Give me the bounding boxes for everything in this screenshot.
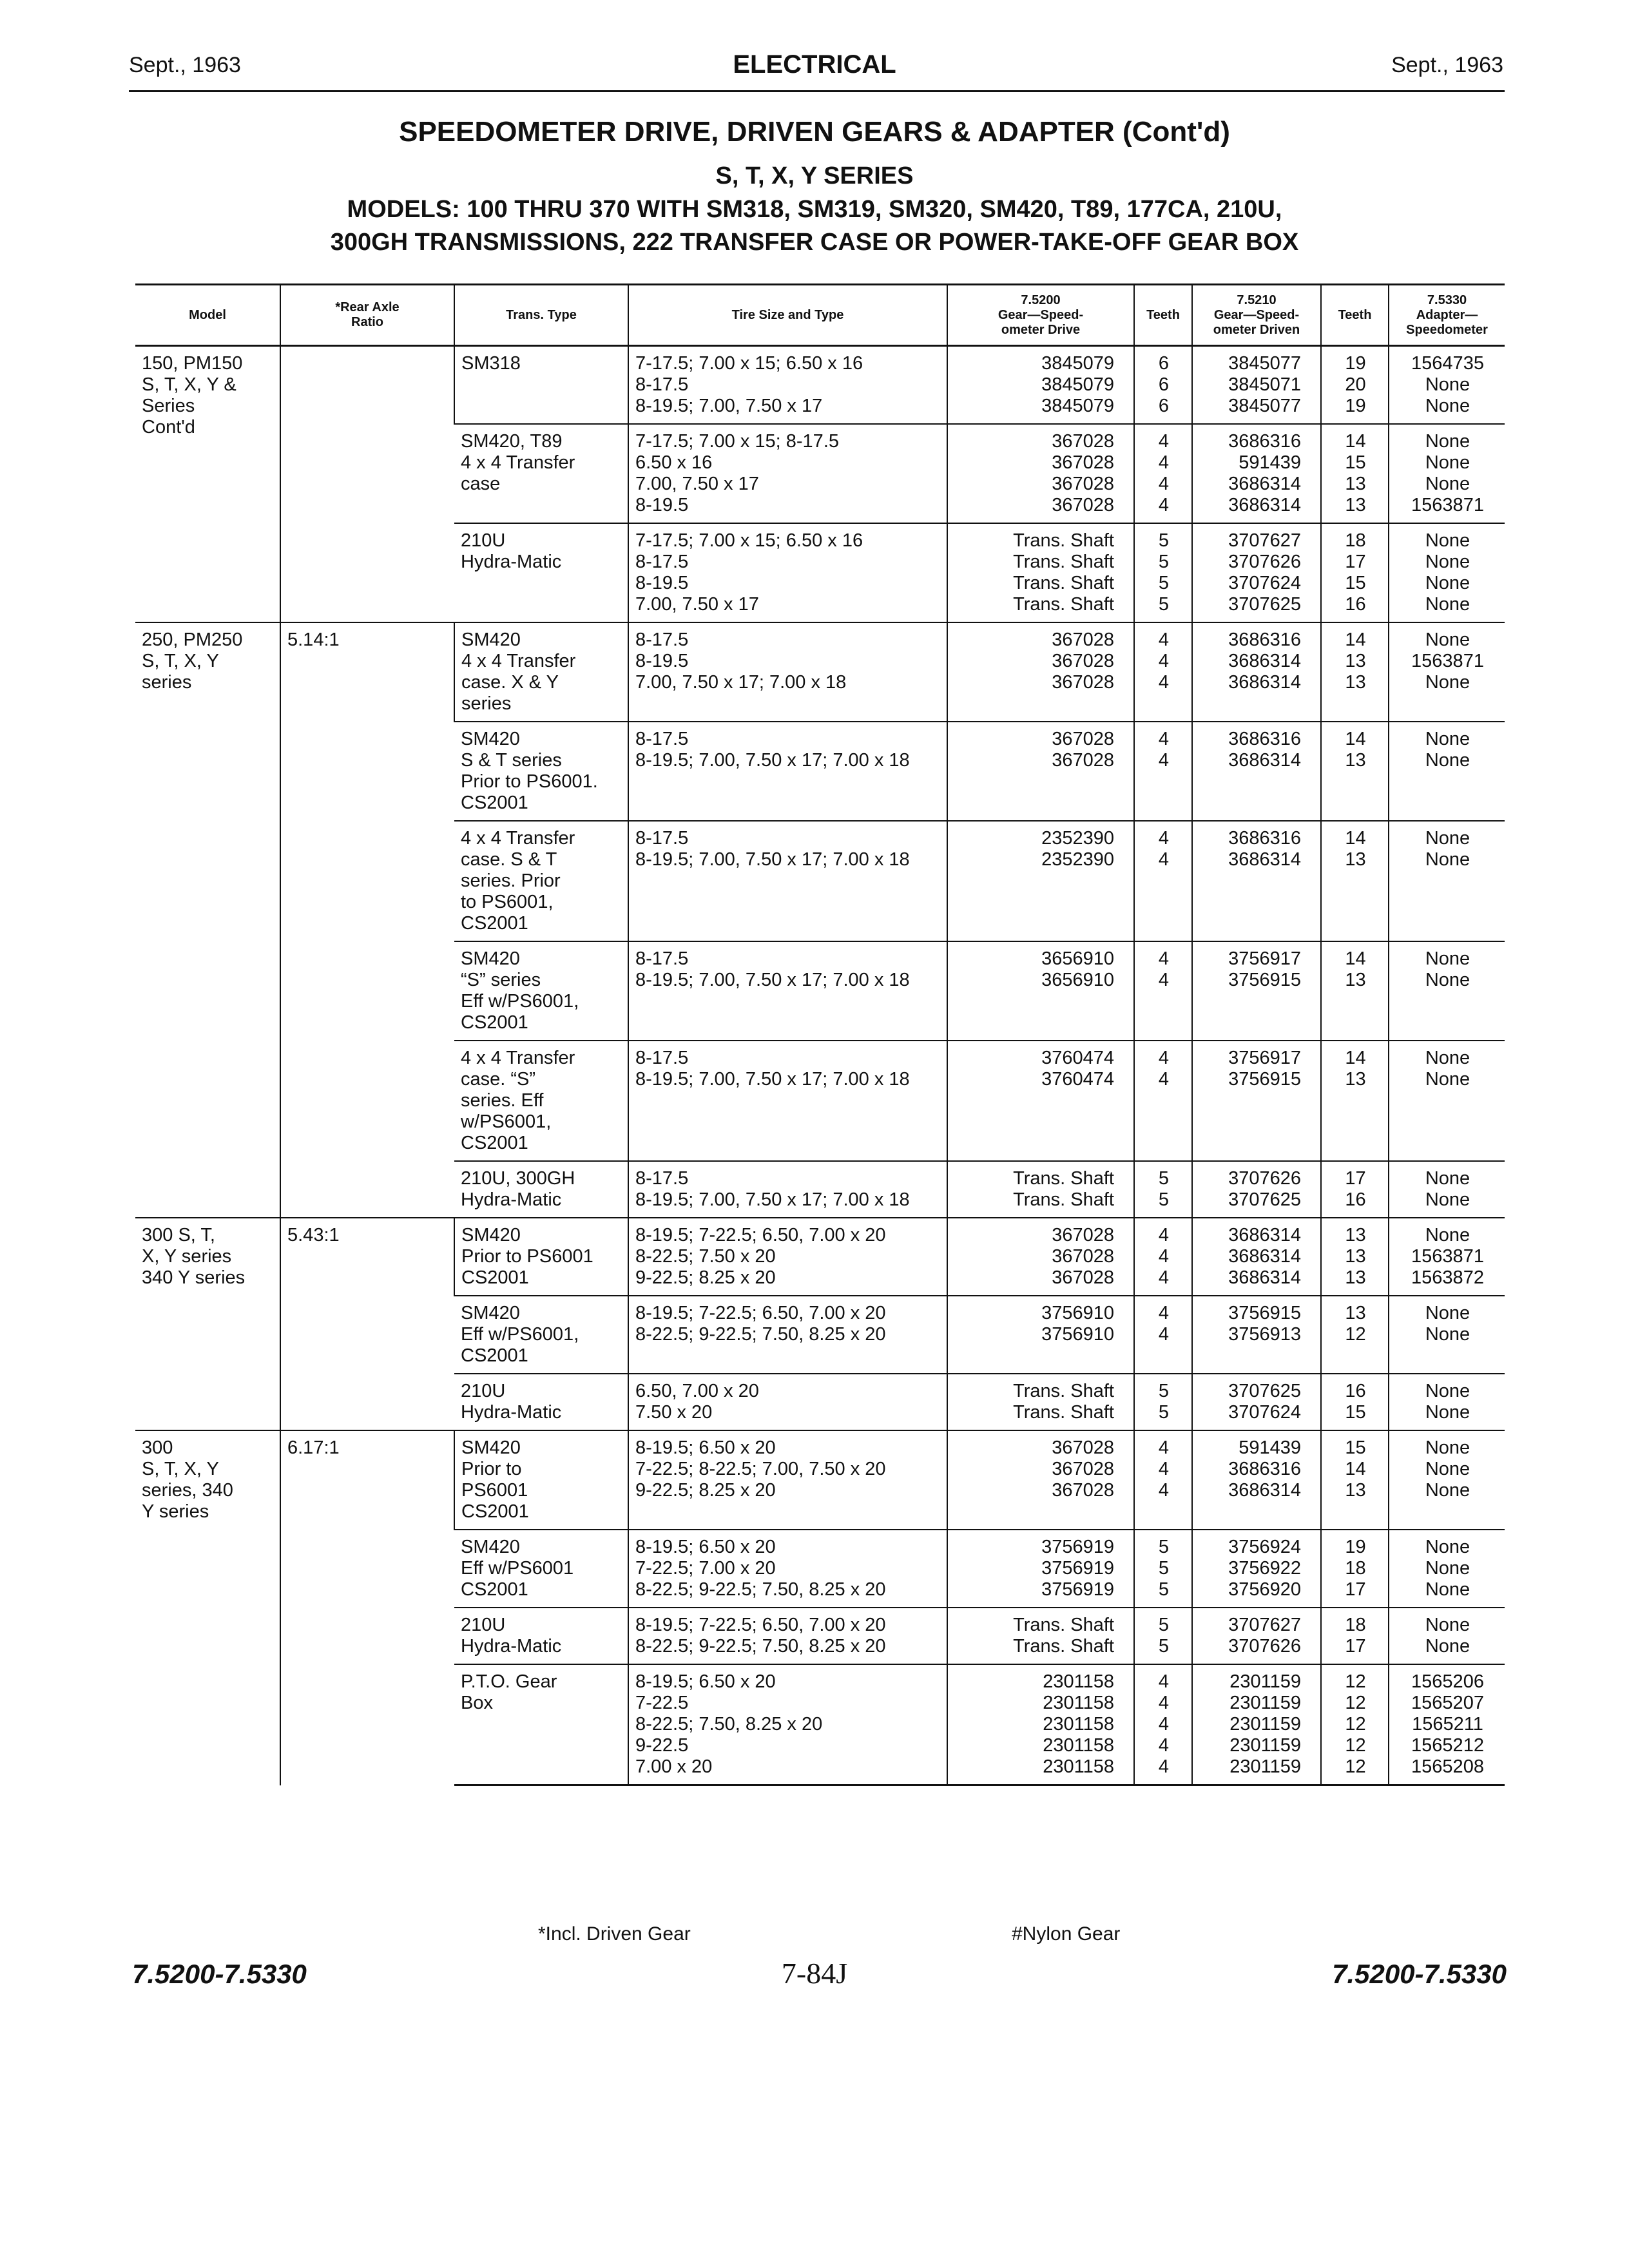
- driven-gear-cell: 3686316 3686314 3686314: [1192, 622, 1321, 722]
- tire-size-cell: 8-19.5; 7-22.5; 6.50, 7.00 x 20 8-22.5; 9-22.5; 7.50, 8.25 x 20: [628, 1296, 947, 1374]
- tire-size-cell: 8-19.5; 7-22.5; 6.50, 7.00 x 20 8-22.5; 9-22.5; 7.50, 8.25 x 20: [628, 1608, 947, 1664]
- driven-gear-cell: 3686314 3686314 3686314: [1192, 1218, 1321, 1296]
- drive-teeth-cell: 6 6 6: [1134, 346, 1192, 425]
- drive-gear-cell: 367028 367028: [947, 722, 1134, 821]
- driven-teeth-cell: 13 12: [1321, 1296, 1389, 1374]
- driven-teeth-cell: 14 15 13 13: [1321, 424, 1389, 523]
- table-header-row: [135, 285, 1505, 346]
- trans-type-cell: SM420 Eff w/PS6001, CS2001: [454, 1296, 628, 1374]
- adapter-cell: None None None: [1389, 1530, 1505, 1608]
- adapter-cell: None None None: [1389, 1430, 1505, 1530]
- driven-teeth-cell: 19 20 19: [1321, 346, 1389, 425]
- adapter-cell: None None: [1389, 821, 1505, 941]
- col-header-model: Model: [135, 285, 280, 346]
- col-header-drive-teeth: Teeth: [1134, 285, 1192, 346]
- driven-teeth-cell: 14 13 13: [1321, 622, 1389, 722]
- drive-gear-cell: 2301158 2301158 2301158 2301158 2301158: [947, 1664, 1134, 1785]
- driven-teeth-cell: 17 16: [1321, 1161, 1389, 1218]
- axle-ratio-cell: 5.43:1: [280, 1218, 454, 1430]
- tire-size-cell: 8-17.5 8-19.5; 7.00, 7.50 x 17; 7.00 x 18: [628, 1041, 947, 1161]
- driven-teeth-cell: 14 13: [1321, 941, 1389, 1041]
- table-row: [135, 1430, 1505, 1530]
- driven-teeth-cell: 14 13: [1321, 821, 1389, 941]
- driven-gear-cell: 3756917 3756915: [1192, 941, 1321, 1041]
- driven-gear-cell: 3845077 3845071 3845077: [1192, 346, 1321, 425]
- adapter-cell: None None: [1389, 1608, 1505, 1664]
- driven-gear-cell: 591439 3686316 3686314: [1192, 1430, 1321, 1530]
- adapter-cell: None None None None: [1389, 523, 1505, 622]
- driven-gear-cell: 3707626 3707625: [1192, 1161, 1321, 1218]
- col-header-axle-ratio: *Rear Axle Ratio: [280, 285, 454, 346]
- trans-type-cell: SM420 Prior to PS6001 CS2001: [454, 1218, 628, 1296]
- drive-gear-cell: 367028 367028 367028: [947, 1218, 1134, 1296]
- driven-teeth-cell: 19 18 17: [1321, 1530, 1389, 1608]
- driven-gear-cell: 3686316 591439 3686314 3686314: [1192, 424, 1321, 523]
- tire-size-cell: 8-17.5 8-19.5; 7.00, 7.50 x 17; 7.00 x 18: [628, 722, 947, 821]
- page-subtitle-models-1: MODELS: 100 THRU 370 WITH SM318, SM319, SM320, SM420, T89, 177CA, 210U,: [347, 196, 1282, 223]
- drive-teeth-cell: 4 4 4: [1134, 1218, 1192, 1296]
- trans-type-cell: SM420, T89 4 x 4 Transfer case: [454, 424, 628, 523]
- driven-gear-cell: 3756915 3756913: [1192, 1296, 1321, 1374]
- trans-type-cell: SM318: [454, 346, 628, 425]
- footer-section-range-right: 7.5200-7.5330: [1332, 1959, 1507, 1989]
- adapter-cell: None None: [1389, 1161, 1505, 1218]
- drive-teeth-cell: 4 4 4: [1134, 622, 1192, 722]
- driven-teeth-cell: 15 14 13: [1321, 1430, 1389, 1530]
- tire-size-cell: 8-17.5 8-19.5; 7.00, 7.50 x 17; 7.00 x 18: [628, 821, 947, 941]
- adapter-cell: None None None 1563871: [1389, 424, 1505, 523]
- drive-gear-cell: Trans. Shaft Trans. Shaft: [947, 1608, 1134, 1664]
- table-row: [135, 346, 1505, 425]
- tire-size-cell: 8-19.5; 6.50 x 20 7-22.5; 8-22.5; 7.00, 7.50 x 20 9-22.5; 8.25 x 20: [628, 1430, 947, 1530]
- trans-type-cell: 210U, 300GH Hydra-Matic: [454, 1161, 628, 1218]
- adapter-cell: None 1563871 None: [1389, 622, 1505, 722]
- drive-teeth-cell: 4 4: [1134, 1296, 1192, 1374]
- parts-table-wrapper: [135, 284, 1505, 1786]
- page-subtitle-series: S, T, X, Y SERIES: [715, 162, 914, 189]
- tire-size-cell: 6.50, 7.00 x 20 7.50 x 20: [628, 1374, 947, 1430]
- tire-size-cell: 8-19.5; 7-22.5; 6.50, 7.00 x 20 8-22.5; 7.50 x 20 9-22.5; 8.25 x 20: [628, 1218, 947, 1296]
- col-header-driven-gear: 7.5210 Gear—Speed- ometer Driven: [1192, 285, 1321, 346]
- driven-teeth-cell: 14 13: [1321, 1041, 1389, 1161]
- drive-teeth-cell: 5 5 5: [1134, 1530, 1192, 1608]
- trans-type-cell: SM420 4 x 4 Transfer case. X & Y series: [454, 622, 628, 722]
- header-section-title: ELECTRICAL: [733, 50, 896, 79]
- drive-gear-cell: 367028 367028 367028 367028: [947, 424, 1134, 523]
- col-header-adapter: 7.5330 Adapter— Speedometer: [1389, 285, 1505, 346]
- adapter-cell: None None: [1389, 941, 1505, 1041]
- table-row: [135, 1218, 1505, 1296]
- table-row: [135, 622, 1505, 722]
- tire-size-cell: 7-17.5; 7.00 x 15; 8-17.5 6.50 x 16 7.00, 7.50 x 17 8-19.5: [628, 424, 947, 523]
- header-date-left: Sept., 1963: [129, 53, 241, 77]
- trans-type-cell: 210U Hydra-Matic: [454, 523, 628, 622]
- adapter-cell: None 1563871 1563872: [1389, 1218, 1505, 1296]
- trans-type-cell: 4 x 4 Transfer case. S & T series. Prior to PS6001, CS2001: [454, 821, 628, 941]
- tire-size-cell: 8-17.5 8-19.5; 7.00, 7.50 x 17; 7.00 x 18: [628, 941, 947, 1041]
- drive-gear-cell: 3756919 3756919 3756919: [947, 1530, 1134, 1608]
- drive-gear-cell: 3656910 3656910: [947, 941, 1134, 1041]
- driven-gear-cell: 3707627 3707626: [1192, 1608, 1321, 1664]
- trans-type-cell: SM420 Prior to PS6001 CS2001: [454, 1430, 628, 1530]
- drive-gear-cell: 3845079 3845079 3845079: [947, 346, 1134, 425]
- col-header-trans-type: Trans. Type: [454, 285, 628, 346]
- drive-teeth-cell: 4 4 4 4 4: [1134, 1664, 1192, 1785]
- drive-teeth-cell: 5 5: [1134, 1161, 1192, 1218]
- driven-gear-cell: 3686316 3686314: [1192, 722, 1321, 821]
- drive-gear-cell: 3760474 3760474: [947, 1041, 1134, 1161]
- speedometer-gear-table: [135, 284, 1505, 1786]
- model-cell: 250, PM250 S, T, X, Y series: [135, 622, 280, 1218]
- drive-teeth-cell: 4 4: [1134, 1041, 1192, 1161]
- tire-size-cell: 7-17.5; 7.00 x 15; 6.50 x 16 8-17.5 8-19.5; 7.00, 7.50 x 17: [628, 346, 947, 425]
- tire-size-cell: 7-17.5; 7.00 x 15; 6.50 x 16 8-17.5 8-19.5 7.00, 7.50 x 17: [628, 523, 947, 622]
- drive-teeth-cell: 4 4 4 4: [1134, 424, 1192, 523]
- drive-teeth-cell: 4 4: [1134, 722, 1192, 821]
- driven-teeth-cell: 12 12 12 12 12: [1321, 1664, 1389, 1785]
- footer-page-number: 7-84J: [781, 1957, 848, 1990]
- driven-teeth-cell: 18 17: [1321, 1608, 1389, 1664]
- drive-gear-cell: Trans. Shaft Trans. Shaft: [947, 1374, 1134, 1430]
- driven-gear-cell: 2301159 2301159 2301159 2301159 2301159: [1192, 1664, 1321, 1785]
- driven-gear-cell: 3756917 3756915: [1192, 1041, 1321, 1161]
- page-subtitle-models-2: 300GH TRANSMISSIONS, 222 TRANSFER CASE OR POWER-TAKE-OFF GEAR BOX: [330, 229, 1299, 256]
- trans-type-cell: 210U Hydra-Matic: [454, 1374, 628, 1430]
- axle-ratio-cell: 5.14:1: [280, 622, 454, 1218]
- driven-gear-cell: 3707625 3707624: [1192, 1374, 1321, 1430]
- model-cell: 150, PM150 S, T, X, Y & Series Cont'd: [135, 346, 280, 623]
- driven-gear-cell: 3707627 3707626 3707624 3707625: [1192, 523, 1321, 622]
- driven-teeth-cell: 18 17 15 16: [1321, 523, 1389, 622]
- drive-gear-cell: 367028 367028 367028: [947, 622, 1134, 722]
- footnote-driven-gear: *Incl. Driven Gear: [538, 1923, 691, 1945]
- drive-teeth-cell: 4 4: [1134, 941, 1192, 1041]
- drive-teeth-cell: 4 4 4: [1134, 1430, 1192, 1530]
- col-header-tire-size: Tire Size and Type: [628, 285, 947, 346]
- adapter-cell: None None: [1389, 722, 1505, 821]
- tire-size-cell: 8-19.5; 6.50 x 20 7-22.5 8-22.5; 7.50, 8.25 x 20 9-22.5 7.00 x 20: [628, 1664, 947, 1785]
- model-cell: 300 S, T, X, Y series, 340 Y series: [135, 1430, 280, 1785]
- drive-gear-cell: Trans. Shaft Trans. Shaft Trans. Shaft Trans. Shaft: [947, 523, 1134, 622]
- model-cell: 300 S, T, X, Y series 340 Y series: [135, 1218, 280, 1430]
- adapter-cell: None None: [1389, 1041, 1505, 1161]
- footnote-nylon-gear: #Nylon Gear: [1012, 1923, 1121, 1945]
- trans-type-cell: SM420 Eff w/PS6001 CS2001: [454, 1530, 628, 1608]
- header-date-right: Sept., 1963: [1391, 53, 1503, 77]
- tire-size-cell: 8-17.5 8-19.5; 7.00, 7.50 x 17; 7.00 x 18: [628, 1161, 947, 1218]
- tire-size-cell: 8-17.5 8-19.5 7.00, 7.50 x 17; 7.00 x 18: [628, 622, 947, 722]
- trans-type-cell: P.T.O. Gear Box: [454, 1664, 628, 1785]
- tire-size-cell: 8-19.5; 6.50 x 20 7-22.5; 7.00 x 20 8-22.5; 9-22.5; 7.50, 8.25 x 20: [628, 1530, 947, 1608]
- drive-gear-cell: Trans. Shaft Trans. Shaft: [947, 1161, 1134, 1218]
- driven-gear-cell: 3756924 3756922 3756920: [1192, 1530, 1321, 1608]
- adapter-cell: None None: [1389, 1374, 1505, 1430]
- drive-teeth-cell: 5 5: [1134, 1608, 1192, 1664]
- driven-teeth-cell: 14 13: [1321, 722, 1389, 821]
- trans-type-cell: 210U Hydra-Matic: [454, 1608, 628, 1664]
- footer-section-range-left: 7.5200-7.5330: [132, 1959, 307, 1989]
- drive-teeth-cell: 5 5: [1134, 1374, 1192, 1430]
- driven-teeth-cell: 13 13 13: [1321, 1218, 1389, 1296]
- trans-type-cell: SM420 “S” series Eff w/PS6001, CS2001: [454, 941, 628, 1041]
- drive-teeth-cell: 4 4: [1134, 821, 1192, 941]
- driven-teeth-cell: 16 15: [1321, 1374, 1389, 1430]
- drive-gear-cell: 367028 367028 367028: [947, 1430, 1134, 1530]
- page-title: SPEEDOMETER DRIVE, DRIVEN GEARS & ADAPTER (Cont'd): [399, 116, 1230, 148]
- drive-gear-cell: 3756910 3756910: [947, 1296, 1134, 1374]
- adapter-cell: None None: [1389, 1296, 1505, 1374]
- drive-gear-cell: 2352390 2352390: [947, 821, 1134, 941]
- adapter-cell: 1564735 None None: [1389, 346, 1505, 425]
- col-header-drive-gear: 7.5200 Gear—Speed- ometer Drive: [947, 285, 1134, 346]
- driven-gear-cell: 3686316 3686314: [1192, 821, 1321, 941]
- table-body: [135, 346, 1505, 1785]
- adapter-cell: 1565206 1565207 1565211 1565212 1565208: [1389, 1664, 1505, 1785]
- trans-type-cell: 4 x 4 Transfer case. “S” series. Eff w/PS6001, CS2001: [454, 1041, 628, 1161]
- drive-teeth-cell: 5 5 5 5: [1134, 523, 1192, 622]
- header-rule: [129, 90, 1505, 92]
- trans-type-cell: SM420 S & T series Prior to PS6001. CS2001: [454, 722, 628, 821]
- axle-ratio-cell: 6.17:1: [280, 1430, 454, 1785]
- col-header-driven-teeth: Teeth: [1321, 285, 1389, 346]
- axle-ratio-cell: [280, 346, 454, 623]
